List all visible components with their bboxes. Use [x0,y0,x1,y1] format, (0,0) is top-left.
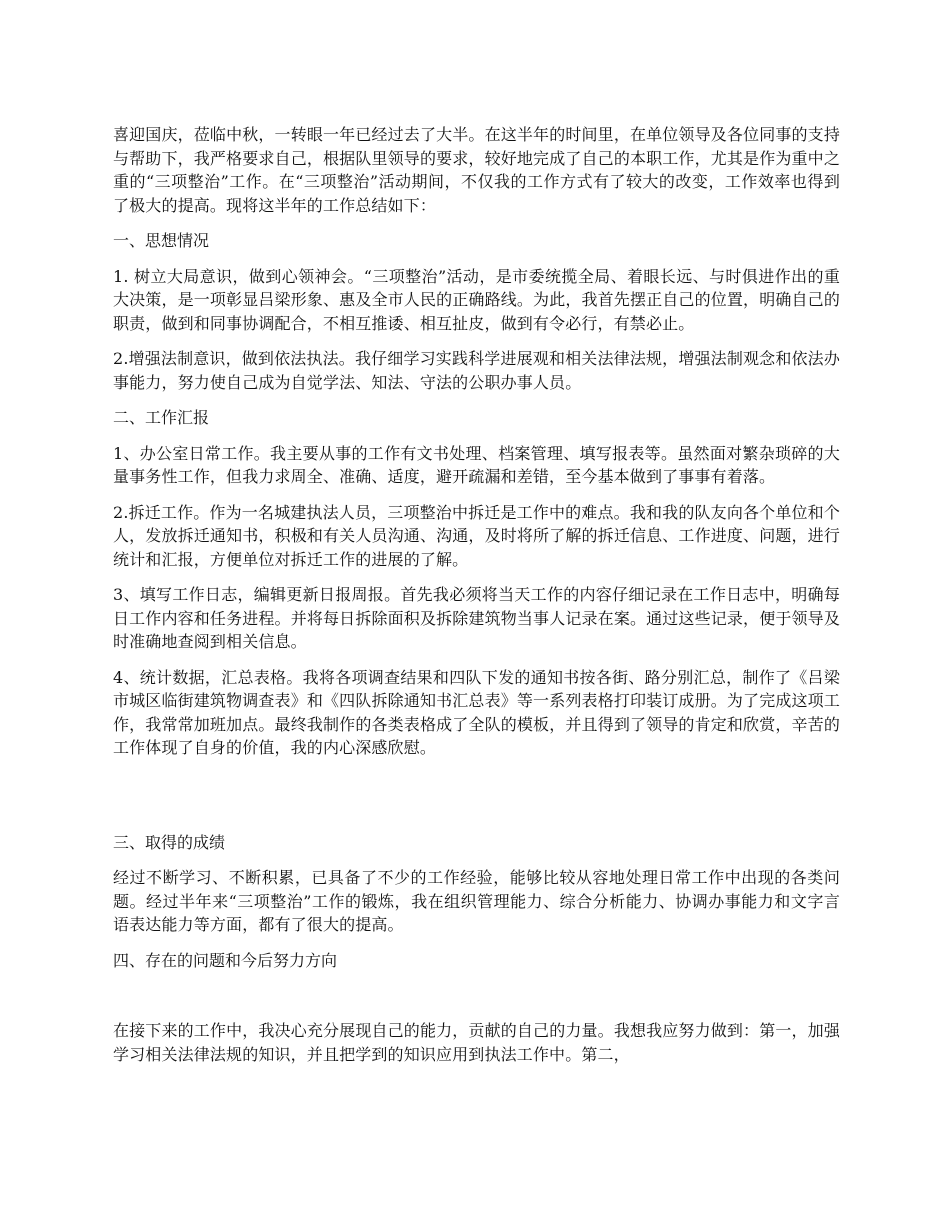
section-heading-problems: 四、存在的问题和今后努力方向 [113,950,338,970]
paragraph-problems: 在接下来的工作中，我决心充分展现自己的能力，贡献的自己的力量。我想我应努力做到：第一，加强学习相关法律法规的知识，并且把学到的知识应用到执法工作中。第二， [113,1021,840,1064]
section-heading-thought: 一、思想情况 [113,231,210,250]
document-body [113,123,840,1066]
paragraph-work-2: 2.拆迁工作。作为一名城建执法人员，三项整治中拆迁是工作中的难点。我和我的队友向各个单位和个人，发放拆迁通知书，积极和有关人员沟通、沟通，及时将所了解的拆迁信息、工作进度、问题，进行统计和汇报，方便单位对拆迁工作的进展的了解。 [113,502,840,569]
section-heading-work-report: 二、工作汇报 [113,408,210,427]
intro-paragraph: 喜迎国庆，莅临中秋，一转眼一年已经过去了大半。在这半年的时间里，在单位领导及各位同事的支持与帮助下，我严格要求自己，根据队里领导的要求，较好地完成了自己的本职工作，尤其是作为重中之重的“三项整治”工作。在“三项整治”活动期间，不仅我的工作方式有了较大的改变，工作效率也得到了极大的提高。现将这半年的工作总结如下： [113,125,840,215]
paragraph-work-4: 4、统计数据，汇总表格。我将各项调查结果和四队下发的通知书按各街、路分别汇总，制作了《吕梁市城区临街建筑物调查表》和《四队拆除通知书汇总表》等一系列表格打印装订成册。为了完成这项工作，我常常加班加点。最终我制作的各类表格成了全队的模板，并且得到了领导的肯定和欣赏，辛苦的工作体现了自身的价值，我的内心深感欣慰。 [113,667,840,757]
section-heading-achievements: 三、取得的成绩 [113,832,226,852]
page-break-space [113,760,840,831]
paragraph-achievements: 经过不断学习、不断积累，已具备了不少的工作经验，能够比较从容地处理日常工作中出现的各类问题。经过半年来“三项整治”工作的锻炼，我在组织管理能力、综合分析能力、协调办事能力和文字言语表达能力等方面，都有了很大的提高。 [113,868,840,934]
blank-space [113,984,840,1019]
paragraph-thought-1: 1. 树立大局意识，做到心领神会。“三项整治”活动，是市委统揽全局、着眼长远、与时俱进作出的重大决策，是一项彰显吕梁形象、惠及全市人民的正确路线。为此，我首先摆正自己的位置，明确自己的职责，做到和同事协调配合，不相互推诿、相互扯皮，做到有令必行，有禁必止。 [113,266,840,333]
paragraph-work-1: 1、办公室日常工作。我主要从事的工作有文书处理、档案管理、填写报表等。虽然面对繁杂琐碎的大量事务性工作，但我力求周全、准确、适度，避开疏漏和差错，至今基本做到了事事有着落。 [113,443,840,486]
paragraph-thought-2: 2.增强法制意识，做到依法执法。我仔细学习实践科学进展观和相关法律法规，增强法制观念和依法办事能力，努力使自己成为自觉学法、知法、守法的公职办事人员。 [113,349,840,392]
paragraph-work-3: 3、填写工作日志，编辑更新日报周报。首先我必须将当天工作的内容仔细记录在工作日志中，明确每日工作内容和任务进程。并将每日拆除面积及拆除建筑物当事人记录在案。通过这些记录，便于领导及时准确地查阅到相关信息。 [113,585,840,651]
